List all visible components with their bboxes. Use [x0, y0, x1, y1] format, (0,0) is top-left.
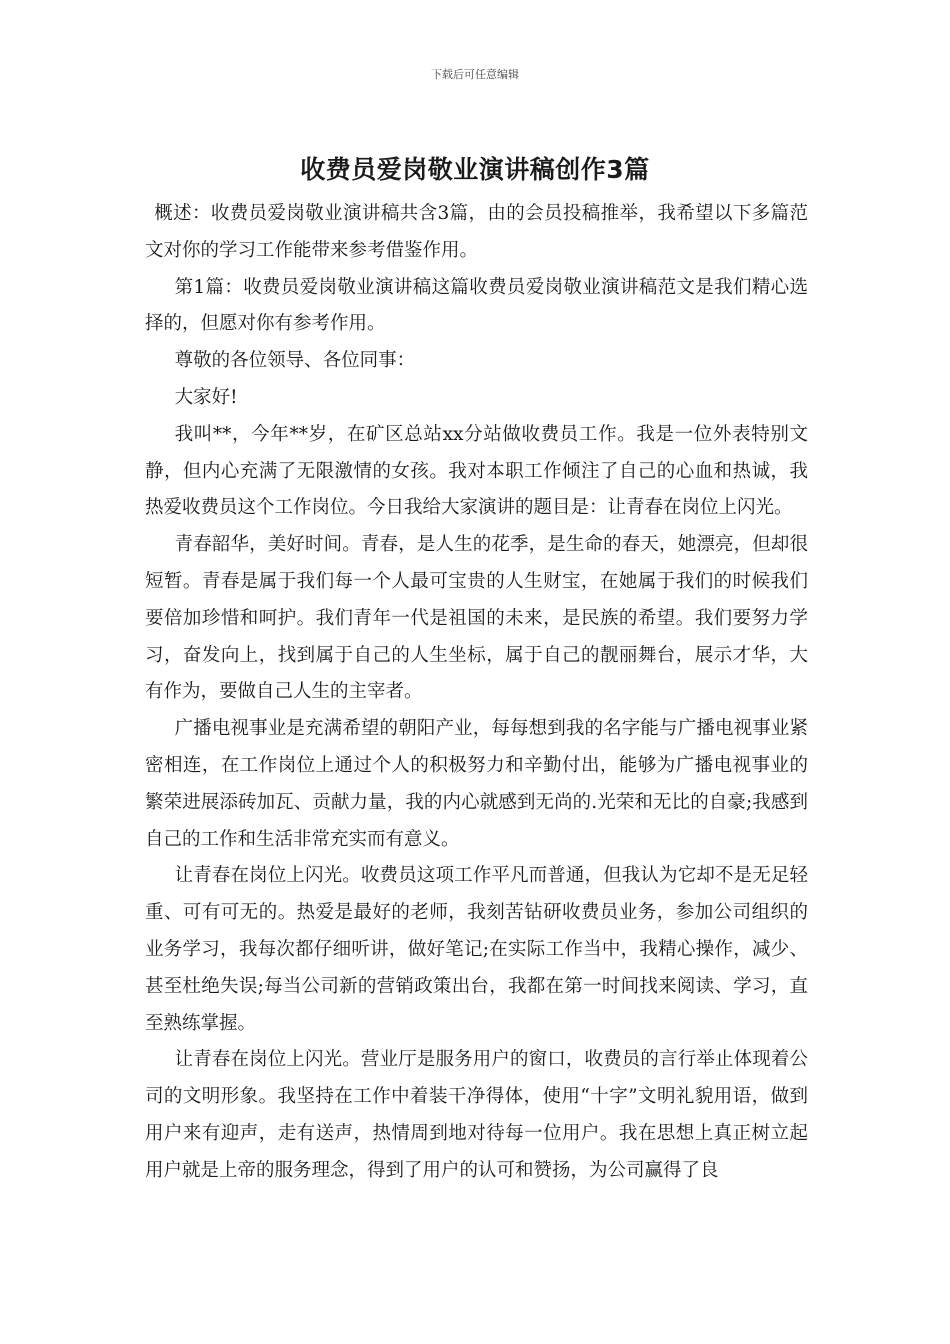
body-paragraph: 第1篇：收费员爱岗敬业演讲稿这篇收费员爱岗敬业演讲稿范文是我们精心选择的，但愿对你有参考作用。: [145, 276, 808, 335]
body-paragraph: 让青春在岗位上闪光。营业厅是服务用户的窗口，收费员的言行举止体现着公司的文明形象。我坚持在工作中着装干净得体，使用“十字”文明礼貌用语，做到用户来有迎声，走有送声，热情周到地对待每一位用户。我在思想上真正树立起用户就是上帝的服务理念，得到了用户的认可和赞扬，为公司赢得了良: [145, 1049, 808, 1181]
body-paragraph: 青春韶华，美好时间。青春，是人生的花季，是生命的春天，她漂亮，但却很短暂。青春是属于我们每一个人最可宝贵的人生财宝，在她属于我们的时候我们要倍加珍惜和呵护。我们青年一代是祖国的未来，是民族的希望。我们要努力学习，奋发向上，找到属于自己的人生坐标，属于自己的靓丽舞台，展示才华，大有作为，要做自己人生的主宰者。: [145, 534, 808, 703]
summary-paragraph: 概述：收费员爱岗敬业演讲稿共含3篇，由的会员投稿推举，我希望以下多篇范文对你的学习工作能带来参考借鉴作用。: [145, 203, 808, 261]
body-paragraph: 尊敬的各位领导、各位同事：: [174, 350, 416, 372]
document-body: [145, 196, 808, 1190]
body-paragraph: 让青春在岗位上闪光。收费员这项工作平凡而普通，但我认为它却不是无足轻重、可有可无的。热爱是最好的老师，我刻苦钻研收费员业务，参加公司组织的业务学习，我每次都仔细听讲，做好笔记;在实际工作当中，我精心操作，减少、甚至杜绝失误;每当公司新的营销政策出台，我都在第一时间找来阅读、学习，直至熟练掌握。: [145, 865, 808, 1034]
header-note: 下载后可任意编辑: [431, 68, 519, 81]
body-paragraph: 广播电视事业是充满希望的朝阳产业，每每想到我的名字能与广播电视事业紧密相连，在工作岗位上通过个人的积极努力和辛勤付出，能够为广播电视事业的繁荣进展添砖加瓦、贡献力量，我的内心就感到无尚的.光荣和无比的自豪;我感到自己的工作和生活非常充实而有意义。: [145, 718, 808, 850]
document-title: 收费员爱岗敬业演讲稿创作3篇: [300, 155, 650, 184]
body-paragraph: 大家好!: [174, 386, 238, 408]
body-paragraph: 我叫**，今年**岁，在矿区总站xx分站做收费员工作。我是一位外表特别文静，但内心充满了无限激情的女孩。我对本职工作倾注了自己的心血和热诚，我热爱收费员这个工作岗位。今日我给大家演讲的题目是：让青春在岗位上闪光。: [145, 423, 808, 519]
